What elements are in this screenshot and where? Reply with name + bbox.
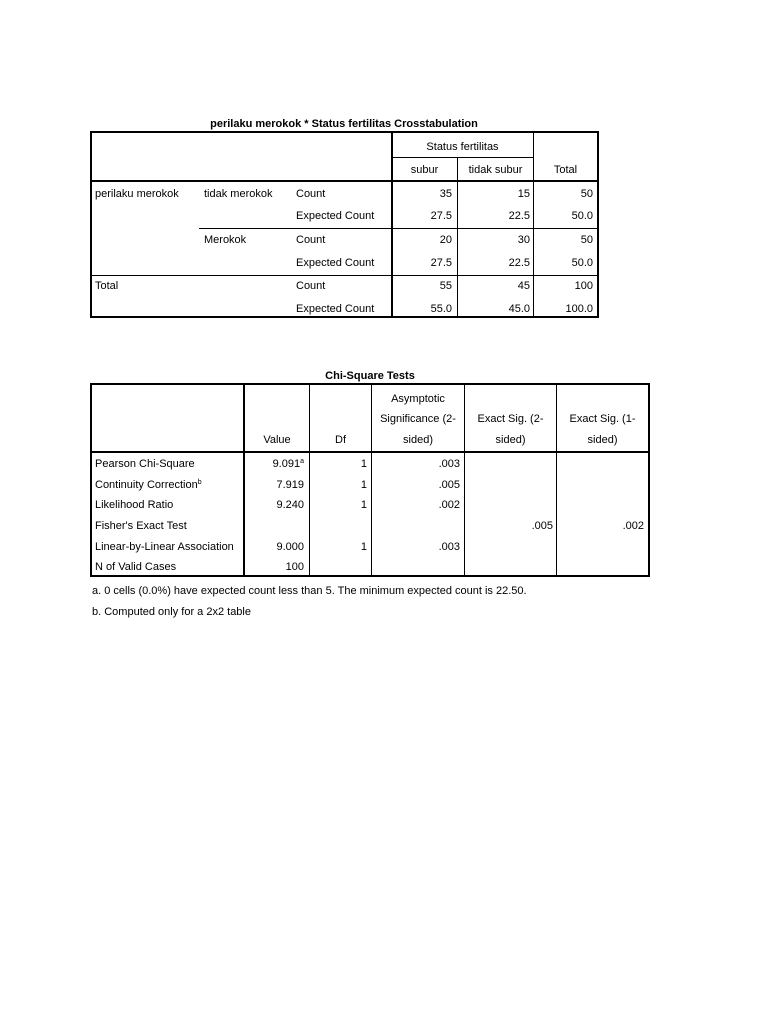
col-tidak-subur-header: tidak subur (468, 164, 523, 176)
cell-total: 100.0 (565, 303, 593, 315)
col-asymp-header-2: Significance (2- (380, 413, 456, 425)
cell-value: 100 (285, 561, 304, 573)
col-exact2-header-1: Exact Sig. (2- (477, 413, 544, 425)
cell-total: 50.0 (571, 210, 593, 222)
cell-tidak-subur: 15 (517, 188, 530, 200)
col-exact1-header-2: sided) (587, 434, 618, 446)
cell-asymp: .003 (438, 541, 460, 553)
col-df-header: Df (335, 434, 346, 446)
stat-label: Expected Count (296, 210, 375, 222)
col-exact2-header-2: sided) (495, 434, 526, 446)
cell-subur: 27.5 (430, 210, 452, 222)
footnote-b: b. Computed only for a 2x2 table (92, 606, 251, 618)
crosstab-title: perilaku merokok * Status fertilitas Crosstabulation (210, 118, 478, 130)
cell-asymp: .005 (438, 479, 460, 491)
cell-total: 100 (574, 280, 593, 292)
col-asymp-header-1: Asymptotic (391, 393, 445, 405)
stat-label: Expected Count (296, 257, 375, 269)
col-asymp-header-3: sided) (403, 434, 433, 446)
cell-subur: 27.5 (430, 257, 452, 269)
cell-asymp: .002 (438, 499, 460, 511)
cell-value: 7.919 (276, 479, 304, 491)
cell-value (245, 458, 304, 471)
cell-subur: 55 (439, 280, 452, 292)
col-subur-header: subur (410, 164, 439, 176)
stat-label: Count (296, 188, 326, 200)
group-label: Merokok (204, 234, 247, 246)
cell-subur: 20 (439, 234, 452, 246)
cell-tidak-subur: 45 (517, 280, 530, 292)
value-text: 9.091 (272, 458, 301, 470)
col-exact1-header-1: Exact Sig. (1- (569, 413, 636, 425)
cell-tidak-subur: 30 (517, 234, 530, 246)
row-label-text: Continuity Correction (95, 479, 198, 491)
row-label: N of Valid Cases (95, 561, 177, 573)
cell-tidak-subur: 22.5 (508, 257, 530, 269)
row-label: Pearson Chi-Square (95, 458, 195, 470)
footnote-a: a. 0 cells (0.0%) have expected count less than 5. The minimum expected count is 22.50. (92, 585, 527, 597)
stat-label: Count (296, 280, 326, 292)
cell-total: 50 (580, 234, 593, 246)
row-label (95, 479, 202, 492)
footnote-marker: b (197, 479, 202, 486)
cell-total: 50.0 (571, 257, 593, 269)
stat-label: Expected Count (296, 303, 375, 315)
cell-asymp: .003 (438, 458, 460, 470)
cell-total: 50 (580, 188, 593, 200)
row-var-label: perilaku merokok (95, 188, 179, 200)
cell-df: 1 (360, 499, 367, 511)
cell-tidak-subur: 45.0 (508, 303, 530, 315)
col-value-header: Value (263, 434, 291, 446)
cell-df: 1 (360, 541, 367, 553)
stat-label: Count (296, 234, 326, 246)
total-label: Total (95, 280, 119, 292)
cell-exact2: .005 (531, 520, 553, 532)
cell-df: 1 (360, 479, 367, 491)
group-label: tidak merokok (204, 188, 273, 200)
cell-subur: 55.0 (430, 303, 452, 315)
row-label: Likelihood Ratio (95, 499, 174, 511)
cell-tidak-subur: 22.5 (508, 210, 530, 222)
cell-value: 9.000 (276, 541, 304, 553)
status-fertilitas-header: Status fertilitas (426, 141, 499, 153)
cell-df: 1 (360, 458, 367, 470)
cell-subur: 35 (439, 188, 452, 200)
chisq-title: Chi-Square Tests (325, 370, 415, 382)
cell-exact1: .002 (622, 520, 644, 532)
row-label: Linear-by-Linear Association (95, 541, 234, 553)
col-total-header: Total (553, 164, 578, 176)
cell-value: 9.240 (276, 499, 304, 511)
footnote-marker: a (300, 458, 304, 465)
row-label: Fisher's Exact Test (95, 520, 187, 532)
